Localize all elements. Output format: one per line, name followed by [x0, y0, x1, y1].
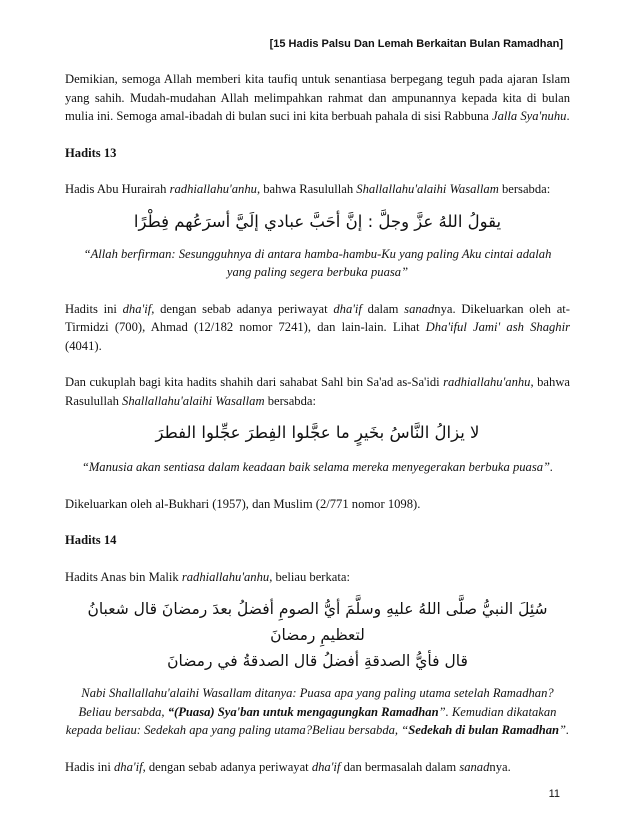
- hadits-13-source: Dikeluarkan oleh al-Bukhari (1957), dan Muslim (2/771 nomor 1098).: [65, 496, 421, 511]
- hadits-13-translation-2: “Manusia akan sentiasa dalam keadaan baik selama mereka menyegerakan berbuka puasa”.: [81, 460, 554, 474]
- hadits-14-note: Hadis ini dha'if, dengan sebab adanya periwayat dha'if dan bermasalah dalam sanadnya.: [65, 759, 511, 774]
- hadits-13-arabic: يقولُ اللهُ عزَّ وجلَّ : إنَّ أحَبَّ عبادي إلَيَّ أسرَعُهم فِطْرًا: [133, 211, 502, 231]
- page-number: 11: [548, 788, 560, 800]
- document-body: [65, 70, 570, 776]
- hadits-14-heading: Hadits 14: [65, 533, 117, 547]
- hadits-14-arabic-line-1: سُئِلَ النبيُّ صلَّى اللهُ عليهِ وسلَّمَ أيُّ الصومِ أفضلُ بعدَ رمضانَ قال شعبانُ لتعظيمِ رمضانَ: [87, 600, 548, 644]
- hadits-14-translation: Nabi Shallallahu'alaihi Wasallam ditanya: Puasa apa yang paling utama setelah Ramadhan? Beliau bersabda, “(Puasa) Sya'ban untuk mengagungkan Ramadhan”. Kemudian dikatakan kepada beliau: Sedekah apa yang paling utama?Beliau bersabda, “Sedekah di bulan Ramadhan”.: [65, 686, 570, 737]
- hadits-13-arabic-2: لا يزالُ النَّاسُ بخَيرٍ ما عجَّلوا الفِطرَ عجِّلوا الفطرَ: [155, 423, 480, 442]
- hadits-13-note: Hadits ini dha'if, dengan sebab adanya periwayat dha'if dalam sanadnya. Dikeluarkan oleh at-Tirmidzi (700), Ahmad (12/182 nomor 7241), dan lain-lain. Lihat Dha'iful Jami' ash Shaghir (4041).: [65, 301, 570, 353]
- hadits-13-translation: “Allah berfirman: Sesungguhnya di antara hamba-hambu-Ku yang paling Aku cintai adalah yang paling segera berbuka puasa”: [83, 246, 552, 279]
- hadits-14-arabic-line-2: قال فأيُّ الصدقةِ أفضلُ قال الصدقةُ في رمضانَ: [167, 652, 468, 670]
- hadits-14-lead: Hadits Anas bin Malik radhiallahu'anhu, beliau berkata:: [65, 569, 350, 584]
- document-header: [15 Hadis Palsu Dan Lemah Berkaitan Bulan Ramadhan]: [269, 38, 563, 50]
- hadits-13-lead: Hadis Abu Hurairah radhiallahu'anhu, bahwa Rasulullah Shallallahu'alaihi Wasallam bersabda:: [65, 182, 551, 196]
- intro-paragraph: Demikian, semoga Allah memberi kita taufiq untuk senantiasa berpegang teguh pada ajaran Islam yang sahih. Mudah-mudahan Allah melimpahkan rahmat dan ampunannya kepada kita di bulan mulia ini. Semoga amal-ibadah di bulan suci ini kita berbuah pahala di sisi Rabbuna Jalla Sya'nuhu.: [65, 72, 570, 123]
- hadits-13-heading: Hadits 13: [65, 145, 117, 160]
- hadits-13-continuation: Dan cukuplah bagi kita hadits shahih dari sahabat Sahl bin Sa'ad as-Sa'idi radhiallahu'anhu, bahwa Rasulullah Shallallahu'alaihi Wasallam bersabda:: [65, 375, 571, 408]
